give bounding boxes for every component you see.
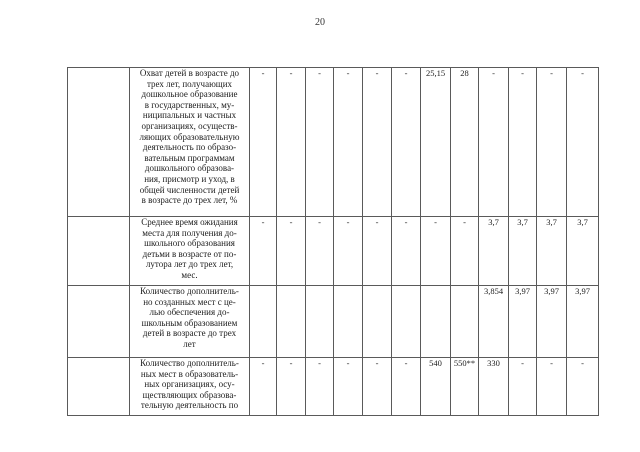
value-cell: - [509, 68, 537, 217]
value-cell: - [392, 217, 421, 286]
table-row [68, 217, 599, 286]
indicator-label-line: места для получения до- [142, 227, 237, 238]
value-cell: 540 [421, 358, 451, 416]
table-row [68, 286, 599, 358]
value-cell: 330 [479, 358, 509, 416]
value-cell: 3,7 [509, 217, 537, 286]
indicator-label-line: но созданных мест с це- [143, 296, 236, 307]
value-cell: - [306, 68, 334, 217]
indicator-label-line: дошкольное образование [141, 89, 238, 100]
indicator-label [130, 68, 250, 217]
row-number-cell [68, 217, 130, 286]
value-cell: 3,97 [567, 286, 599, 358]
value-cell: - [392, 358, 421, 416]
indicator-label-line: ных организациях, осу- [144, 379, 235, 390]
indicator-label-line: ния, присмотр и уход, в [144, 174, 235, 185]
indicator-label-line: в возрасте до трех лет, % [141, 195, 238, 206]
value-cell [363, 286, 392, 358]
indicator-label-line: лет [183, 339, 196, 350]
value-cell [306, 286, 334, 358]
value-cell: 25,15 [421, 68, 451, 217]
indicator-label-line: ных мест в образователь- [140, 368, 239, 379]
indicator-label-line: в государственных, му- [144, 99, 235, 110]
value-cell: - [421, 217, 451, 286]
indicator-label-line: ляющих образовательную [139, 131, 240, 142]
indicator-label-line: детей в возрасте до трех [142, 328, 237, 339]
value-cell [421, 286, 451, 358]
indicator-label-line: тельную деятельность по [140, 400, 239, 411]
indicator-label-line: ществляющих образова- [142, 389, 237, 400]
indicator-label-line: Количество дополнитель- [140, 286, 239, 296]
value-cell: - [277, 68, 306, 217]
value-cell: - [250, 68, 277, 217]
value-cell: 3,7 [537, 217, 567, 286]
value-cell: 3,7 [479, 217, 509, 286]
indicator-label-line: школьного образования [144, 238, 235, 249]
indicator-label-line: детьми в возрасте от по- [142, 248, 237, 259]
value-cell: - [334, 68, 363, 217]
value-cell: - [250, 217, 277, 286]
indicator-label-line: лутора лет до трех лет, [145, 259, 234, 270]
indicator-label-line: Среднее время ожидания [141, 217, 238, 227]
value-cell: - [509, 358, 537, 416]
indicator-label-line: Количество дополнитель- [140, 358, 239, 368]
value-cell: - [250, 358, 277, 416]
page-number: 20 [315, 17, 325, 28]
value-cell: - [306, 217, 334, 286]
table-row [68, 358, 599, 416]
value-cell: - [277, 358, 306, 416]
row-number-cell [68, 358, 130, 416]
indicator-label-line: вательным программам [144, 152, 235, 163]
indicators-table [67, 67, 599, 416]
row-number-cell [68, 68, 130, 217]
value-cell [334, 286, 363, 358]
value-cell [392, 286, 421, 358]
value-cell: 28 [451, 68, 479, 217]
indicator-label-line: трех лет, получающих [146, 78, 233, 89]
indicator-label [130, 358, 250, 416]
value-cell [277, 286, 306, 358]
value-cell: - [306, 358, 334, 416]
value-cell: - [277, 217, 306, 286]
value-cell: 3,97 [509, 286, 537, 358]
value-cell [451, 286, 479, 358]
indicator-label-line: ниципальных и частных [142, 110, 237, 121]
value-cell: - [451, 217, 479, 286]
indicator-label-line: организациях, осуществ- [141, 121, 238, 132]
value-cell: - [363, 358, 392, 416]
table-row [68, 68, 599, 217]
value-cell: - [537, 68, 567, 217]
value-cell: - [537, 358, 567, 416]
indicator-label-line: Охват детей в возрасте до [139, 68, 240, 78]
indicator-label-line: школьным образованием [141, 317, 238, 328]
value-cell: - [363, 217, 392, 286]
value-cell: - [479, 68, 509, 217]
indicator-label [130, 217, 250, 286]
indicator-label-line: лью обеспечения до- [149, 307, 230, 318]
value-cell: 3,854 [479, 286, 509, 358]
indicator-label-line: общей численности детей [139, 184, 240, 195]
value-cell: 550** [451, 358, 479, 416]
indicator-label-line: мес. [181, 270, 198, 281]
value-cell: - [567, 68, 599, 217]
value-cell: - [334, 358, 363, 416]
row-number-cell [68, 286, 130, 358]
indicator-label [130, 286, 250, 358]
value-cell: 3,7 [567, 217, 599, 286]
indicator-label-line: деятельность по образо- [142, 142, 237, 153]
value-cell: - [567, 358, 599, 416]
value-cell: 3,97 [537, 286, 567, 358]
value-cell: - [334, 217, 363, 286]
value-cell [250, 286, 277, 358]
indicator-label-line: дошкольного образова- [144, 163, 235, 174]
value-cell: - [363, 68, 392, 217]
value-cell: - [392, 68, 421, 217]
